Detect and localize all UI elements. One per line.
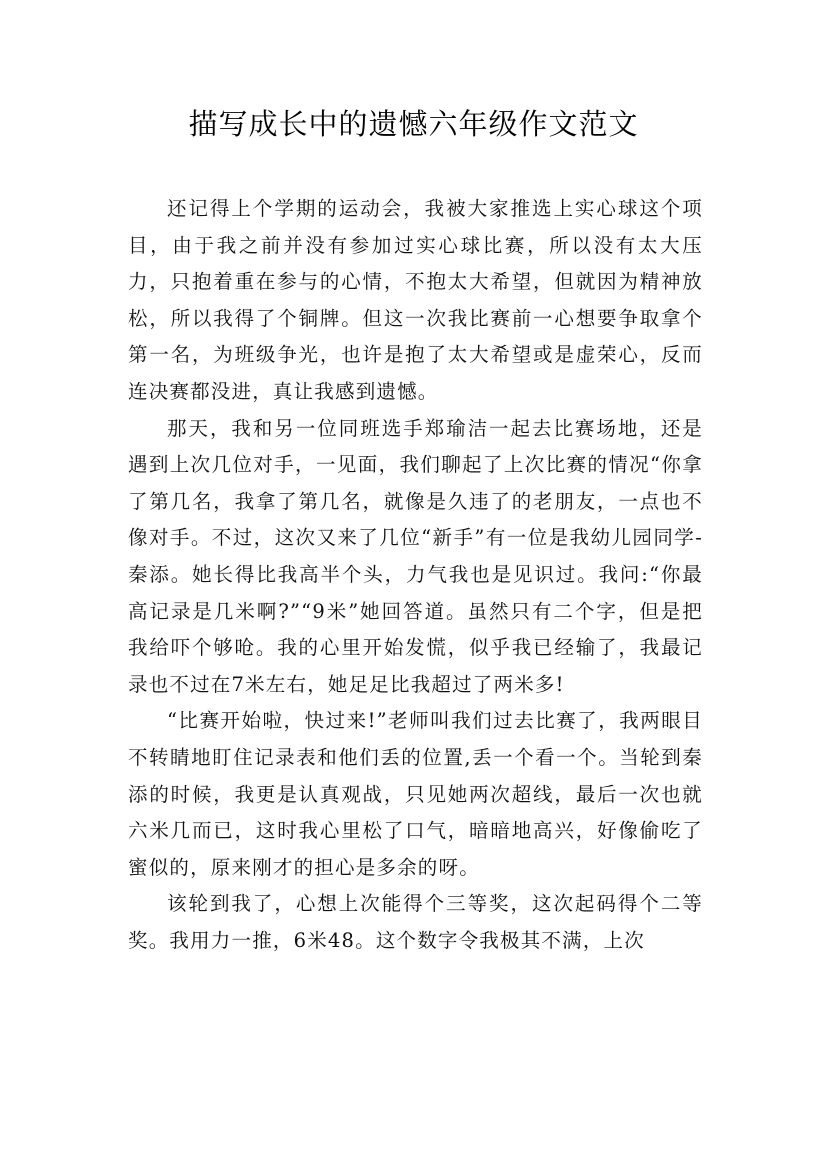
paragraph-2: 那天，我和另一位同班选手郑瑜洁一起去比赛场地，还是遇到上次几位对手，一见面，我们聊起了上次比赛的情况“你拿了第几名，我拿了第几名，就像是久违了的老朋友，一点也不像对手。不过，这次又来了几位“新手”有一位是我幼儿园同学-秦添。她长得比我高半个头，力气我也是见识过。我问:“你最高记录是几米啊?”“9米”她回答道。虽然只有二个字，但是把我给吓个够呛。我的心里开始发慌，似乎我已经输了，我最记录也不过在7米左右，她足足比我超过了两米多!: [128, 416, 703, 696]
paragraph-3: “比赛开始啦，快过来!”老师叫我们过去比赛了，我两眼目不转睛地盯住记录表和他们丢的位置,丢一个看一个。当轮到秦添的时候，我更是认真观战，只见她两次超线，最后一次也就六米几而已，这时我心里松了口气，暗暗地高兴，好像偷吃了蜜似的，原来刚才的担心是多余的呀。: [128, 709, 703, 879]
document-body: [128, 191, 703, 959]
paragraph-4: 该轮到我了，心想上次能得个三等奖，这次起码得个二等奖。我用力一推，6米48。这个数字令我极其不满，上次: [128, 892, 703, 952]
paragraph-1: 还记得上个学期的运动会，我被大家推选上实心球这个项目，由于我之前并没有参加过实心球比赛，所以没有太大压力，只抱着重在参与的心情，不抱太大希望，但就因为精神放松，所以我得了个铜牌。但这一次我比赛前一心想要争取拿个第一名，为班级争光，也许是抱了太大希望或是虚荣心，反而连决赛都没进，真让我感到遗憾。: [128, 197, 703, 403]
document-title: 描写成长中的遗憾六年级作文范文: [188, 107, 639, 141]
